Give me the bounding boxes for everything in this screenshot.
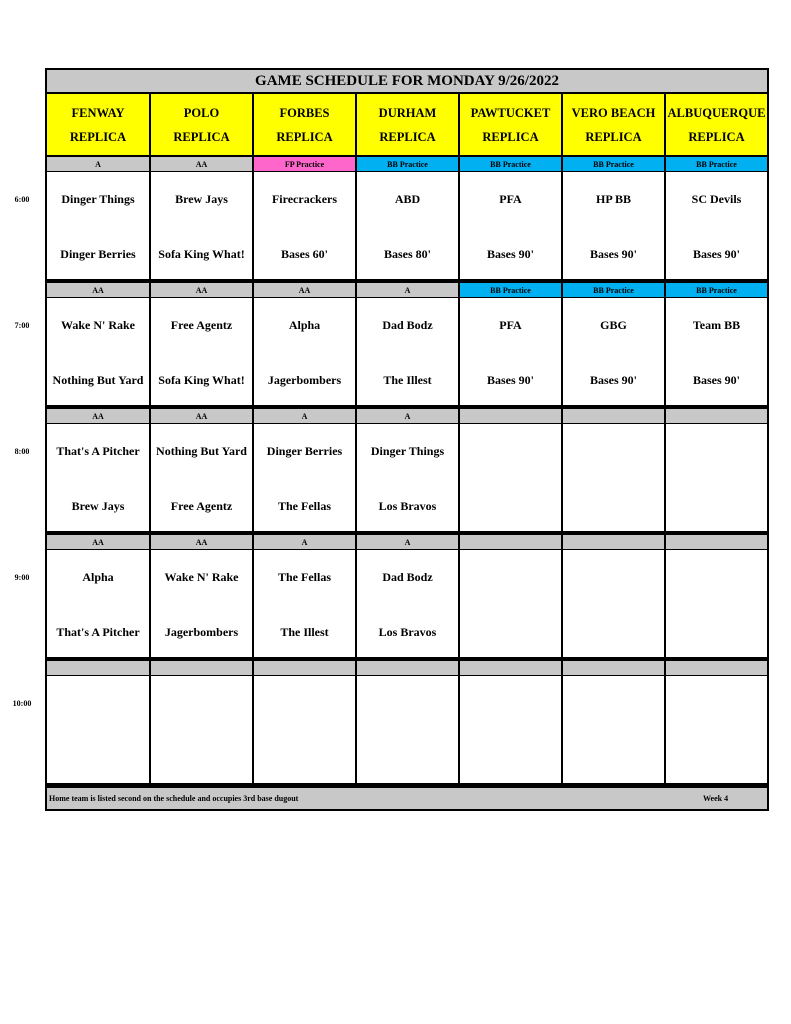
division-label: [563, 661, 664, 675]
schedule-sheet: [45, 68, 769, 811]
home-team: Sofa King What!: [158, 247, 245, 261]
division-label: [254, 661, 355, 675]
game-cell: [357, 298, 458, 405]
away-team: Brew Jays: [175, 192, 228, 206]
field-header: [254, 94, 355, 155]
time-label: 8:00: [14, 447, 30, 456]
game-cell: [460, 298, 561, 405]
game-cell: [666, 424, 767, 531]
page-title: GAME SCHEDULE FOR MONDAY 9/26/2022: [47, 70, 767, 92]
division-label: AA: [151, 535, 252, 549]
field-name: FORBES: [279, 105, 330, 120]
division-label: A: [254, 535, 355, 549]
home-team: The Illest: [383, 373, 432, 387]
game-cell: [460, 172, 561, 279]
footer-bar: [47, 788, 767, 809]
away-team: Firecrackers: [271, 192, 338, 206]
away-team: Dinger Things: [370, 444, 445, 458]
division-label: [666, 409, 767, 423]
time-label: 6:00: [14, 195, 30, 204]
division-label: [460, 409, 561, 423]
home-team: Bases 90': [692, 247, 740, 261]
away-team: Dad Bodz: [382, 570, 433, 584]
game-cell: [151, 676, 252, 783]
division-label: BB Practice: [666, 283, 767, 297]
game-cell: [666, 298, 767, 405]
division-label: [151, 661, 252, 675]
game-cell: [460, 676, 561, 783]
away-team: Dinger Berries: [266, 444, 343, 458]
home-team: Bases 80': [383, 247, 431, 261]
division-label: [666, 535, 767, 549]
division-label: [460, 535, 561, 549]
away-team: ABD: [394, 192, 421, 206]
game-cell: [151, 550, 252, 657]
division-label: AA: [151, 409, 252, 423]
field-subtitle: REPLICA: [276, 129, 333, 144]
division-label: AA: [151, 283, 252, 297]
home-team: The Illest: [280, 625, 329, 639]
away-team: Alpha: [288, 318, 321, 332]
home-team: Bases 90': [692, 373, 740, 387]
division-label: BB Practice: [563, 283, 664, 297]
away-team: Dinger Things: [61, 192, 135, 206]
away-team: Wake N' Rake: [164, 570, 239, 584]
division-label: [357, 661, 458, 675]
home-team: Nothing But Yard: [52, 373, 144, 387]
field-subtitle: REPLICA: [173, 129, 230, 144]
home-team: Bases 90': [486, 373, 534, 387]
division-label: AA: [47, 535, 149, 549]
game-cell: [254, 550, 355, 657]
home-team: Free Agentz: [170, 499, 233, 513]
division-label: A: [357, 535, 458, 549]
field-header: [666, 94, 767, 155]
away-team: Alpha: [82, 570, 114, 584]
game-cell: [357, 676, 458, 783]
home-team: Jagerbombers: [164, 625, 239, 639]
game-cell: [254, 298, 355, 405]
away-team: Dad Bodz: [382, 318, 433, 332]
home-team: Los Bravos: [378, 625, 437, 639]
game-cell: [47, 424, 149, 531]
home-team: Dinger Berries: [60, 247, 136, 261]
game-cell: [460, 424, 561, 531]
away-team: SC Devils: [691, 192, 742, 206]
home-team: The Fellas: [278, 499, 331, 513]
division-label: BB Practice: [563, 157, 664, 171]
game-cell: [151, 424, 252, 531]
game-cell: [254, 424, 355, 531]
field-name: FENWAY: [71, 105, 125, 120]
division-label: A: [254, 409, 355, 423]
game-cell: [563, 676, 664, 783]
division-label: BB Practice: [357, 157, 458, 171]
home-team: Bases 60': [280, 247, 328, 261]
home-team: Jagerbombers: [267, 373, 342, 387]
division-label: AA: [47, 283, 149, 297]
home-team: Bases 90': [589, 247, 637, 261]
game-cell: [47, 550, 149, 657]
field-subtitle: REPLICA: [482, 129, 539, 144]
game-cell: [47, 172, 149, 279]
game-cell: [563, 424, 664, 531]
home-team: Bases 90': [589, 373, 637, 387]
home-team: Los Bravos: [378, 499, 437, 513]
division-label: A: [357, 409, 458, 423]
field-name: POLO: [183, 105, 220, 120]
division-label: FP Practice: [254, 157, 355, 171]
time-label: 7:00: [14, 321, 30, 330]
home-team: Brew Jays: [71, 499, 125, 513]
game-cell: [666, 676, 767, 783]
field-subtitle: REPLICA: [69, 129, 127, 144]
away-team: Team BB: [692, 318, 741, 332]
field-subtitle: REPLICA: [585, 129, 642, 144]
field-name: VERO BEACH: [571, 105, 656, 120]
division-label: BB Practice: [666, 157, 767, 171]
division-label: [666, 661, 767, 675]
game-cell: [151, 172, 252, 279]
away-team: PFA: [499, 192, 522, 206]
home-team: Sofa King What!: [158, 373, 245, 387]
game-cell: [563, 550, 664, 657]
away-team: GBG: [600, 318, 627, 332]
game-cell: [563, 172, 664, 279]
division-label: AA: [254, 283, 355, 297]
week-label: Week 4: [703, 794, 729, 803]
division-label: AA: [151, 157, 252, 171]
away-team: The Fellas: [278, 570, 331, 584]
field-header: [357, 94, 458, 155]
field-subtitle: REPLICA: [379, 129, 436, 144]
division-label: [563, 535, 664, 549]
game-cell: [460, 550, 561, 657]
away-team: PFA: [499, 318, 522, 332]
field-header: [151, 94, 252, 155]
division-label: A: [47, 157, 149, 171]
field-header: [563, 94, 664, 155]
division-label: AA: [47, 409, 149, 423]
division-label: [460, 661, 561, 675]
game-cell: [254, 172, 355, 279]
away-team: That's A Pitcher: [56, 444, 140, 458]
away-team: Nothing But Yard: [156, 444, 247, 458]
field-header: [47, 94, 149, 155]
away-team: Free Agentz: [170, 318, 233, 332]
field-name: PAWTUCKET: [470, 105, 551, 120]
time-label: 10:00: [12, 699, 32, 708]
division-label: A: [357, 283, 458, 297]
game-cell: [47, 676, 149, 783]
away-team: Wake N' Rake: [60, 318, 135, 332]
home-team: Bases 90': [486, 247, 534, 261]
division-label: BB Practice: [460, 157, 561, 171]
field-subtitle: REPLICA: [688, 129, 745, 144]
division-label: [47, 661, 149, 675]
game-cell: [357, 424, 458, 531]
game-cell: [47, 298, 149, 405]
game-cell: [357, 550, 458, 657]
field-name: DURHAM: [378, 105, 437, 120]
game-cell: [357, 172, 458, 279]
game-cell: [666, 172, 767, 279]
game-cell: [563, 298, 664, 405]
footer-note: Home team is listed second on the schedule and occupies 3rd base dugout: [49, 794, 299, 803]
away-team: HP BB: [595, 192, 631, 206]
division-label: BB Practice: [460, 283, 561, 297]
game-cell: [666, 550, 767, 657]
home-team: That's A Pitcher: [56, 625, 140, 639]
game-cell: [151, 298, 252, 405]
time-label: 9:00: [14, 573, 30, 582]
game-cell: [254, 676, 355, 783]
division-label: [563, 409, 664, 423]
field-name: ALBUQUERQUE: [667, 105, 766, 120]
field-header: [460, 94, 561, 155]
